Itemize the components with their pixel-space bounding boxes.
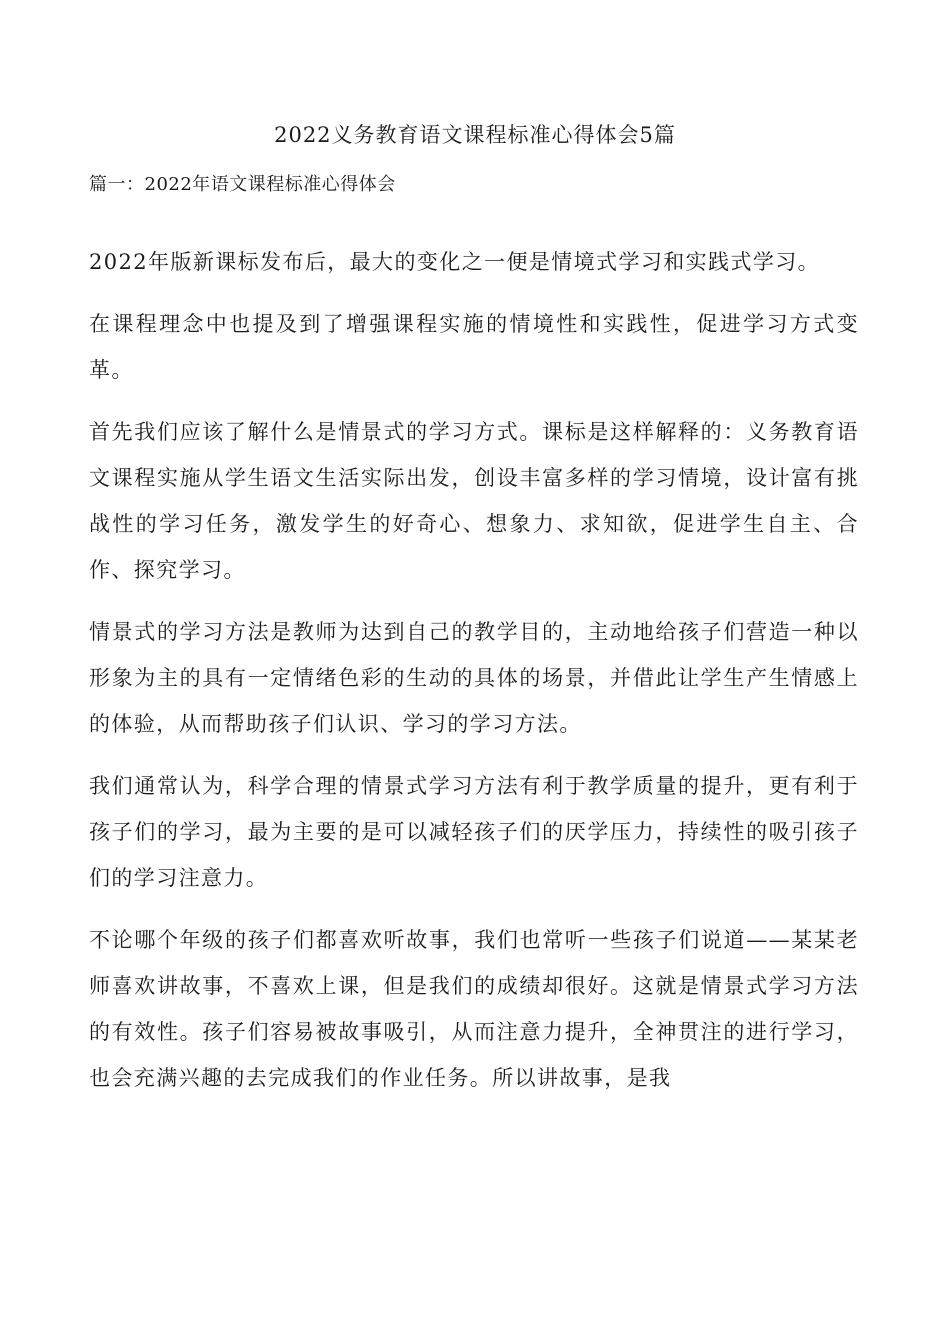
document-title: 2022义务教育语文课程标准心得体会5篇	[274, 123, 676, 147]
paragraph-4: 情景式的学习方法是教师为达到自己的教学目的，主动地给孩子们营造一种以形象为主的具有一定情绪色彩的生动的具体的场景，并借此让学生产生情感上的体验，从而帮助孩子们认识、学习的学习方法。	[89, 620, 859, 736]
paragraph-3: 首先我们应该了解什么是情景式的学习方式。课标是这样解释的：义务教育语文课程实施从学生语文生活实际出发，创设丰富多样的学习情境，设计富有挑战性的学习任务，激发学生的好奇心、想象力、求知欲，促进学生自主、合作、探究学习。	[89, 420, 859, 582]
section-heading: 篇一：2022年语文课程标准心得体会	[89, 174, 396, 195]
paragraph-5: 我们通常认为，科学合理的情景式学习方法有利于教学质量的提升，更有利于孩子们的学习，最为主要的是可以减轻孩子们的厌学压力，持续性的吸引孩子们的学习注意力。	[89, 774, 859, 890]
paragraph-1: 2022年版新课标发布后，最大的变化之一便是情境式学习和实践式学习。	[89, 250, 821, 274]
paragraph-2: 在课程理念中也提及到了增强课程实施的情境性和实践性，促进学习方式变革。	[89, 312, 859, 382]
paragraph-6: 不论哪个年级的孩子们都喜欢听故事，我们也常听一些孩子们说道——某某老师喜欢讲故事，不喜欢上课，但是我们的成绩却很好。这就是情景式学习方法的有效性。孩子们容易被故事吸引，从而注意力提升，全神贯注的进行学习，也会充满兴趣的去完成我们的作业任务。所以讲故事，是我	[89, 928, 859, 1090]
document-body	[89, 239, 859, 1117]
